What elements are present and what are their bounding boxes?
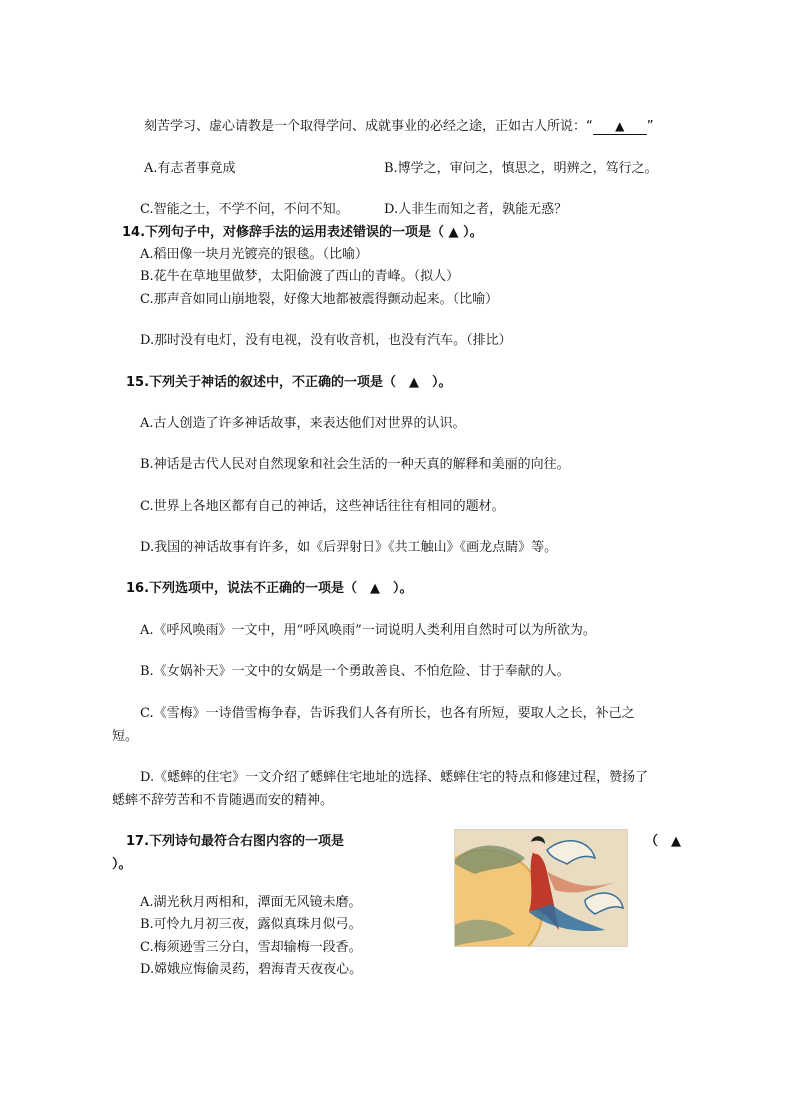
q17-option-c[interactable]: C.梅须逊雪三分白，雪却输梅一段香。 xyxy=(140,940,362,955)
q13-option-d[interactable]: D.人非生而知之者，孰能无惑？ xyxy=(384,202,568,217)
q14-option-d[interactable]: D.那时没有电灯，没有电视，没有收音机，也没有汽车。（排比） xyxy=(140,333,512,348)
change-moon-illustration xyxy=(454,829,628,947)
illustration-svg xyxy=(455,830,627,946)
blank-mark: ▲ xyxy=(615,119,625,133)
q15-option-a[interactable]: A.古人创造了许多神话故事，来表达他们对世界的认识。 xyxy=(140,416,466,431)
intro-text: 刻苦学习、虚心请教是一个取得学问、成就事业的必经之途，正如古人所说：“ xyxy=(144,119,593,134)
q15-option-d[interactable]: D.我国的神话故事有许多，如《后羿射日》《共工触山》《画龙点睛》等。 xyxy=(140,540,558,555)
figure-face xyxy=(531,842,543,854)
q16-stem: 16.下列选项中，说法不正确的一项是（ ▲ ）。 xyxy=(126,581,413,596)
q16-option-d[interactable]: D.《蟋蟀的住宅》一文介绍了蟋蟀住宅地址的选择、蟋蟀住宅的特点和修建过程，赞扬了 xyxy=(140,770,649,785)
q15-option-c[interactable]: C.世界上各地区都有自己的神话，这些神话往往有相同的题材。 xyxy=(140,499,505,514)
q16-option-c[interactable]: C.《雪梅》一诗借雪梅争春，告诉我们人各有所长，也各有所短，要取人之长，补己之 xyxy=(140,706,635,721)
intro-close-quote: ” xyxy=(646,119,654,134)
q16-option-c-continued: 短。 xyxy=(112,729,139,744)
q13-option-a[interactable]: A.有志者事竟成 xyxy=(144,161,236,176)
q16-option-d-continued: 蟋蟀不辞劳苦和不肯随遇而安的精神。 xyxy=(112,793,334,808)
q13-option-b[interactable]: B.博学之，审问之，慎思之，明辨之，笃行之。 xyxy=(384,161,658,176)
q14-stem: 14.下列句子中，对修辞手法的运用表述错误的一项是（ ▲ ）。 xyxy=(122,225,483,240)
q17-option-d[interactable]: D.嫦娥应悔偷灵药，碧海青天夜夜心。 xyxy=(140,962,363,977)
q14-option-a[interactable]: A.稻田像一块月光镀亮的银毯。（比喻） xyxy=(140,247,369,262)
q14-option-c[interactable]: C.那声音如同山崩地裂，好像大地都被震得颤动起来。（比喻） xyxy=(140,292,499,307)
q17-answer-paren-close: ）。 xyxy=(112,857,132,872)
q15-stem: 15.下列关于神话的叙述中，不正确的一项是（ ▲ ）。 xyxy=(126,375,452,390)
intro-sentence xyxy=(144,118,654,136)
q17-answer-paren: （ ▲ xyxy=(645,834,681,849)
q15-option-b[interactable]: B.神话是古代人民对自然现象和社会生活的一种天真的解释和美丽的向往。 xyxy=(140,457,570,472)
q16-option-b[interactable]: B.《女娲补天》一文中的女娲是一个勇敢善良、不怕危险、甘于奉献的人。 xyxy=(140,664,570,679)
q16-option-a[interactable]: A.《呼风唤雨》一文中，用“呼风唤雨”一词说明人类利用自然时可以为所欲为。 xyxy=(140,623,596,638)
q17-stem: 17.下列诗句最符合右图内容的一项是 xyxy=(126,834,345,849)
answer-blank xyxy=(593,119,647,135)
q13-option-c[interactable]: C.智能之士，不学不问，不问不知。 xyxy=(140,202,349,217)
q14-option-b[interactable]: B.花牛在草地里做梦，太阳偷渡了西山的青峰。（拟人） xyxy=(140,269,460,284)
q17-option-b[interactable]: B.可怜九月初三夜，露似真珠月似弓。 xyxy=(140,917,362,932)
q17-option-a[interactable]: A.湖光秋月两相和，潭面无风镜未磨。 xyxy=(140,895,362,910)
